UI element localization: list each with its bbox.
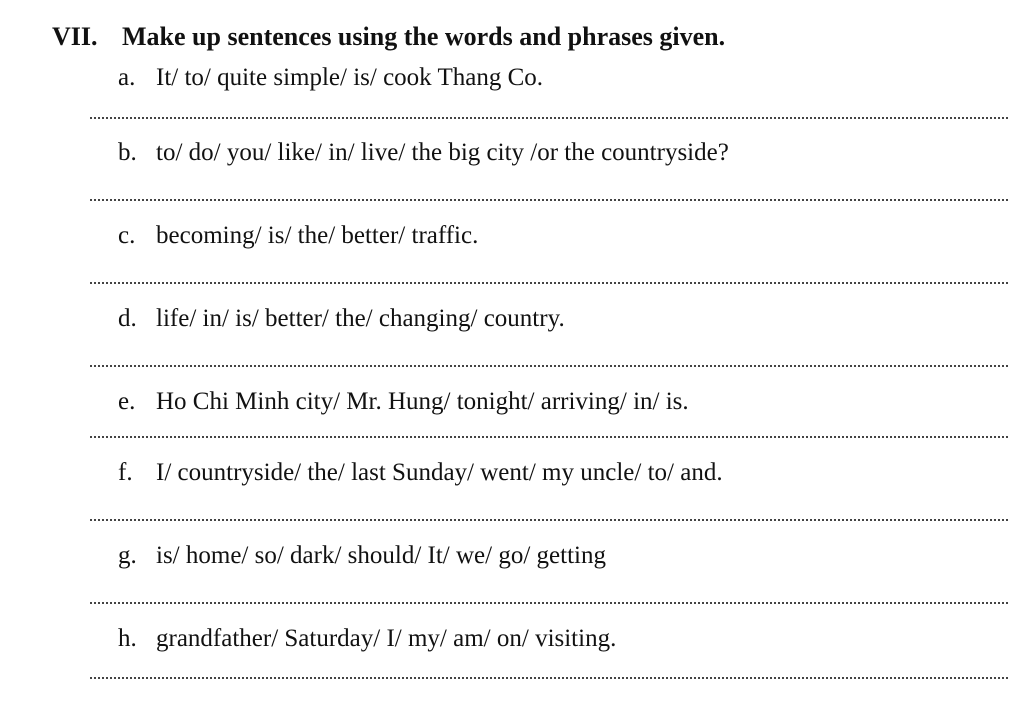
exercise-item-h — [118, 625, 616, 653]
item-letter: c. — [118, 222, 136, 249]
answer-line-d[interactable] — [90, 365, 1008, 367]
answer-line-f[interactable] — [90, 519, 1008, 521]
answer-line-g[interactable] — [90, 602, 1008, 604]
exercise-item-a — [118, 64, 543, 92]
item-letter: b. — [118, 139, 137, 166]
item-prompt: life/ in/ is/ better/ the/ changing/ country. — [156, 305, 565, 332]
exercise-item-b — [118, 139, 729, 167]
answer-line-h[interactable] — [90, 677, 1008, 679]
answer-line-b[interactable] — [90, 199, 1008, 201]
item-letter: a. — [118, 64, 136, 91]
exercise-item-f — [118, 459, 723, 487]
item-prompt: I/ countryside/ the/ last Sunday/ went/ my uncle/ to/ and. — [156, 459, 723, 486]
item-prompt: becoming/ is/ the/ better/ traffic. — [156, 222, 479, 249]
exercise-heading — [52, 22, 725, 52]
item-letter: h. — [118, 625, 137, 652]
item-letter: d. — [118, 305, 137, 332]
exercise-instruction: Make up sentences using the words and phrases given. — [122, 22, 726, 51]
item-letter: e. — [118, 388, 136, 415]
exercise-item-e — [118, 388, 689, 416]
exercise-item-d — [118, 305, 565, 333]
answer-line-a[interactable] — [90, 117, 1008, 119]
item-prompt: is/ home/ so/ dark/ should/ It/ we/ go/ getting — [156, 542, 606, 569]
item-letter: g. — [118, 542, 137, 569]
item-prompt: grandfather/ Saturday/ I/ my/ am/ on/ visiting. — [156, 625, 617, 652]
answer-line-e[interactable] — [90, 436, 1008, 438]
item-prompt: It/ to/ quite simple/ is/ cook Thang Co. — [156, 64, 544, 91]
item-prompt: to/ do/ you/ like/ in/ live/ the big city /or the countryside? — [156, 139, 729, 166]
item-prompt: Ho Chi Minh city/ Mr. Hung/ tonight/ arriving/ in/ is. — [156, 388, 689, 415]
item-letter: f. — [118, 459, 133, 486]
exercise-item-c — [118, 222, 478, 250]
answer-line-c[interactable] — [90, 282, 1008, 284]
exercise-item-g — [118, 542, 606, 570]
exercise-number: VII. — [52, 22, 98, 51]
